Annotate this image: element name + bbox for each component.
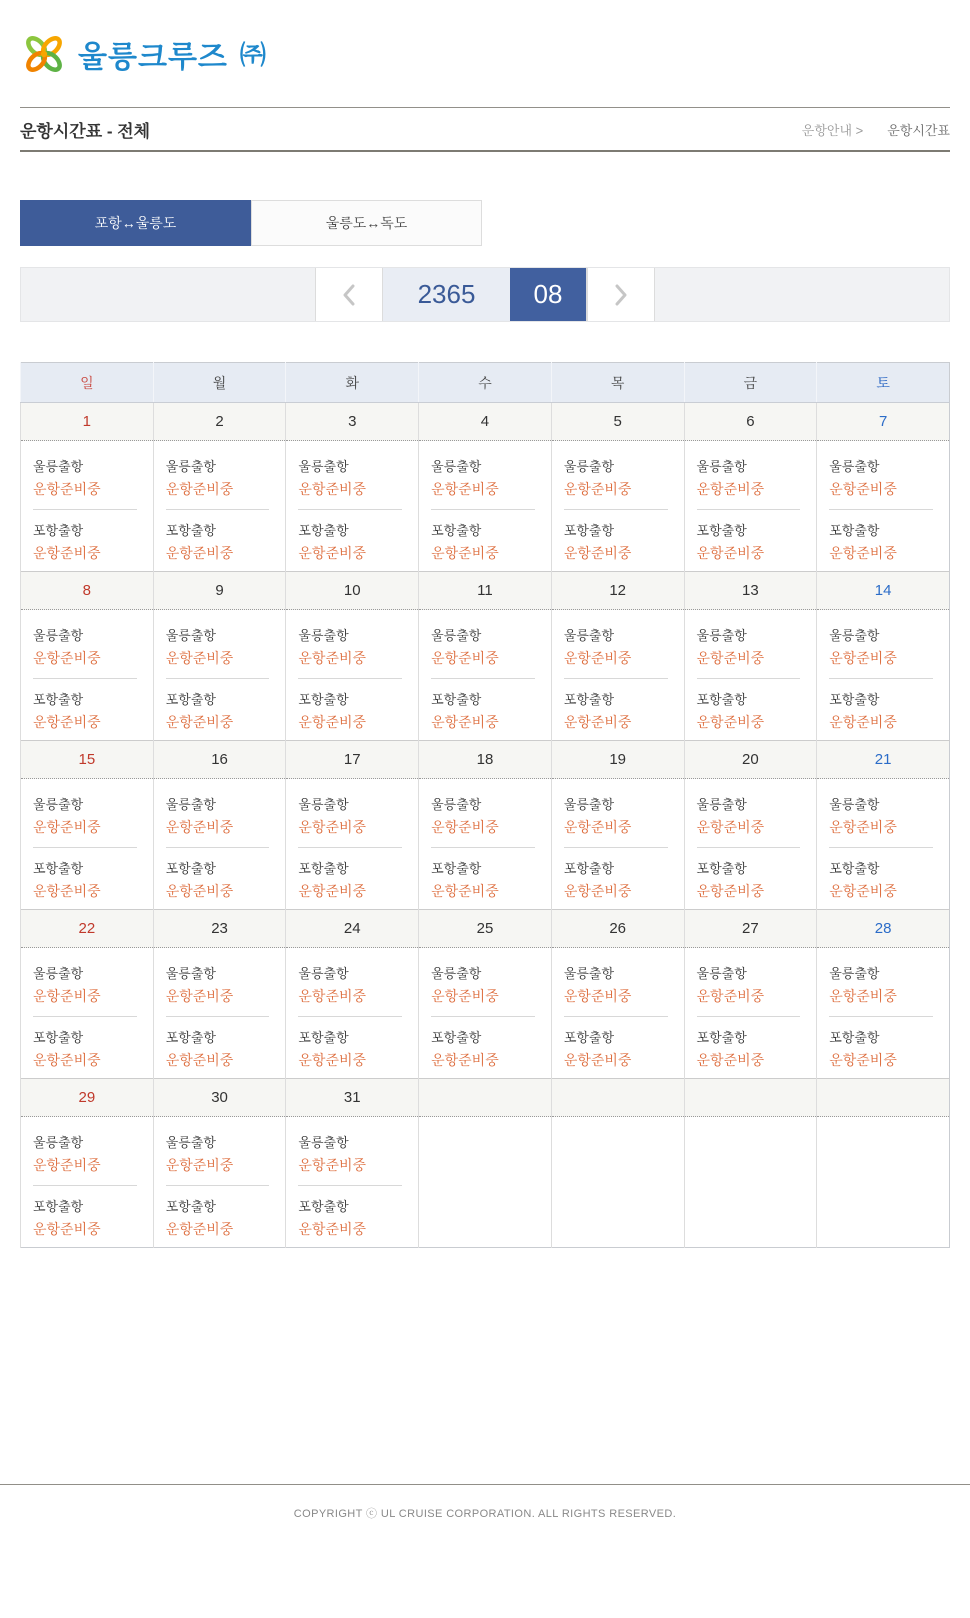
logo-suffix: ㈜ — [239, 40, 266, 70]
departure-status: 운항준비중 — [829, 714, 897, 730]
entry-divider — [829, 847, 933, 848]
day-cell — [817, 610, 950, 741]
departure-label: 포항출항 — [696, 861, 747, 876]
day-cell — [21, 1117, 154, 1248]
logo[interactable] — [20, 30, 266, 78]
day-number: 27 — [684, 910, 817, 948]
departure-label: 울릉출항 — [431, 966, 482, 981]
day-cell — [21, 441, 154, 572]
departure-status: 운항준비중 — [696, 988, 765, 1004]
title-bar — [20, 107, 950, 152]
day-number: 12 — [551, 572, 684, 610]
breadcrumb — [802, 120, 950, 139]
departure-status: 운항준비중 — [829, 988, 897, 1004]
departure-status: 운항준비중 — [165, 819, 234, 835]
departure-status: 운항준비중 — [431, 1052, 499, 1068]
schedule-calendar — [20, 362, 950, 1248]
breadcrumb-current[interactable]: 운항시간표 — [887, 122, 950, 138]
departure-status: 운항준비중 — [431, 883, 499, 899]
departure-label: 포항출항 — [165, 1030, 216, 1045]
departure-status: 운항준비중 — [298, 545, 367, 561]
departure-label: 울릉출항 — [298, 459, 349, 474]
departure-status: 운항준비중 — [33, 650, 101, 666]
day-number: 23 — [153, 910, 286, 948]
departure-status: 운항준비중 — [165, 714, 234, 730]
departure-label: 울릉출항 — [165, 459, 216, 474]
entry-divider — [431, 509, 535, 510]
departure-status: 운항준비중 — [563, 545, 632, 561]
entry-divider — [298, 678, 402, 679]
departure-label: 울릉출항 — [431, 797, 482, 812]
departure-status: 운항준비중 — [431, 481, 499, 497]
day-cell — [286, 1117, 419, 1248]
day-cell — [419, 1117, 552, 1248]
departure-label: 울릉출항 — [829, 797, 880, 812]
departure-status: 운항준비중 — [33, 1157, 101, 1173]
departure-label: 울릉출항 — [431, 628, 482, 643]
departure-label: 울릉출항 — [33, 459, 84, 474]
day-number: 14 — [817, 572, 950, 610]
departure-label: 포항출항 — [298, 861, 349, 876]
day-cell — [419, 948, 552, 1079]
calendar-weekday-row — [21, 363, 950, 403]
departure-label: 포항출항 — [696, 523, 747, 538]
departure-label: 포항출항 — [829, 692, 880, 707]
site-header — [20, 0, 950, 107]
departure-status: 운항준비중 — [563, 1052, 632, 1068]
entry-divider — [166, 509, 270, 510]
day-number: 10 — [286, 572, 419, 610]
departure-label: 울릉출항 — [696, 797, 747, 812]
departure-label: 울릉출항 — [165, 1135, 216, 1150]
entry-divider — [431, 678, 535, 679]
day-cell — [684, 948, 817, 1079]
chevron-right-icon — [614, 284, 628, 306]
departure-status: 운항준비중 — [33, 545, 101, 561]
day-cell — [21, 610, 154, 741]
departure-label: 울릉출항 — [298, 628, 349, 643]
day-number: 18 — [419, 741, 552, 779]
departure-status: 운항준비중 — [165, 545, 234, 561]
weekday-header-1: 월 — [153, 363, 286, 403]
departure-status: 운항준비중 — [431, 819, 499, 835]
day-cell — [817, 948, 950, 1079]
departure-status: 운항준비중 — [165, 883, 234, 899]
day-number: 15 — [21, 741, 154, 779]
day-cell — [286, 610, 419, 741]
day-number: 26 — [551, 910, 684, 948]
departure-label: 포항출항 — [298, 692, 349, 707]
entry-divider — [431, 847, 535, 848]
day-cell — [21, 779, 154, 910]
day-cell — [419, 441, 552, 572]
chevron-left-icon — [342, 284, 356, 306]
departure-label: 포항출항 — [33, 1030, 84, 1045]
departure-status: 운항준비중 — [431, 545, 499, 561]
departure-label: 울릉출항 — [829, 966, 880, 981]
entry-divider — [697, 1016, 801, 1017]
departure-label: 울릉출항 — [33, 628, 84, 643]
departure-status: 운항준비중 — [563, 481, 632, 497]
departure-status: 운항준비중 — [696, 819, 765, 835]
day-cell — [153, 779, 286, 910]
departure-label: 울릉출항 — [696, 966, 747, 981]
departure-status: 운항준비중 — [33, 1221, 101, 1237]
departure-label: 포항출항 — [298, 523, 349, 538]
departure-status: 운항준비중 — [563, 650, 632, 666]
departure-status: 운항준비중 — [298, 650, 367, 666]
departure-label: 포항출항 — [33, 1199, 84, 1214]
departure-status: 운항준비중 — [33, 1052, 101, 1068]
day-cell — [153, 948, 286, 1079]
prev-month-button[interactable] — [315, 268, 383, 321]
departure-label: 포항출항 — [563, 1030, 615, 1045]
departure-label: 포항출항 — [563, 692, 615, 707]
departure-label: 울릉출항 — [563, 459, 615, 474]
day-number: 24 — [286, 910, 419, 948]
route-tabs — [20, 200, 950, 246]
departure-label: 울릉출항 — [829, 459, 880, 474]
departure-status: 운항준비중 — [696, 883, 765, 899]
departure-status: 운항준비중 — [298, 1221, 367, 1237]
departure-label: 울릉출항 — [33, 1135, 84, 1150]
departure-status: 운항준비중 — [696, 545, 765, 561]
day-number: 22 — [21, 910, 154, 948]
year-display[interactable]: 2365 — [383, 268, 510, 321]
breadcrumb-parent[interactable]: 운항안내 > — [801, 122, 864, 138]
day-number: 13 — [684, 572, 817, 610]
day-cell — [551, 610, 684, 741]
weekday-header-0: 일 — [21, 363, 154, 403]
day-cell — [153, 441, 286, 572]
departure-label: 울릉출항 — [165, 797, 216, 812]
entry-divider — [829, 1016, 933, 1017]
departure-status: 운항준비중 — [33, 481, 101, 497]
entry-divider — [33, 678, 137, 679]
day-number — [684, 1079, 817, 1117]
day-number: 3 — [286, 403, 419, 441]
departure-status: 운항준비중 — [33, 714, 101, 730]
departure-label: 포항출항 — [165, 861, 216, 876]
departure-label: 울릉출항 — [298, 1135, 349, 1150]
entry-divider — [33, 1016, 137, 1017]
day-cell — [153, 1117, 286, 1248]
departure-status: 운항준비중 — [563, 883, 632, 899]
entry-divider — [829, 509, 933, 510]
departure-label: 울릉출항 — [696, 628, 747, 643]
day-cell — [551, 1117, 684, 1248]
departure-label: 울릉출항 — [298, 797, 349, 812]
day-cell — [419, 610, 552, 741]
month-display: 08 — [510, 268, 587, 321]
departure-status: 운항준비중 — [829, 481, 897, 497]
entry-divider — [564, 847, 668, 848]
entry-divider — [33, 1185, 137, 1186]
departure-label: 포항출항 — [829, 861, 880, 876]
day-number: 2 — [153, 403, 286, 441]
entry-divider — [829, 678, 933, 679]
day-number: 8 — [21, 572, 154, 610]
calendar-wrap — [20, 362, 950, 1248]
day-number — [551, 1079, 684, 1117]
day-number: 9 — [153, 572, 286, 610]
entry-divider — [166, 847, 270, 848]
departure-label: 포항출항 — [696, 692, 747, 707]
departure-label: 포항출항 — [563, 861, 615, 876]
departure-status: 운항준비중 — [696, 1052, 765, 1068]
departure-label: 포항출항 — [431, 523, 482, 538]
departure-label: 포항출항 — [298, 1199, 349, 1214]
departure-status: 운항준비중 — [298, 883, 367, 899]
entry-divider — [33, 847, 137, 848]
departure-label: 울릉출항 — [431, 459, 482, 474]
day-cell — [817, 779, 950, 910]
departure-status: 운항준비중 — [563, 819, 632, 835]
departure-label: 포항출항 — [165, 523, 216, 538]
departure-status: 운항준비중 — [563, 714, 632, 730]
departure-label: 울릉출항 — [33, 797, 84, 812]
day-cell — [684, 1117, 817, 1248]
day-cell — [684, 779, 817, 910]
day-number: 20 — [684, 741, 817, 779]
departure-label: 울릉출항 — [33, 966, 84, 981]
departure-label: 울릉출항 — [563, 797, 615, 812]
departure-status: 운항준비중 — [165, 1052, 234, 1068]
departure-label: 포항출항 — [33, 692, 84, 707]
departure-status: 운항준비중 — [298, 988, 367, 1004]
departure-label: 울릉출항 — [165, 628, 216, 643]
departure-label: 포항출항 — [829, 1030, 880, 1045]
weekday-header-2: 화 — [286, 363, 419, 403]
entry-divider — [166, 678, 270, 679]
departure-status: 운항준비중 — [165, 481, 234, 497]
day-number: 1 — [21, 403, 154, 441]
departure-status: 운항준비중 — [829, 545, 897, 561]
day-number: 29 — [21, 1079, 154, 1117]
tab-ulleungdo-dokdo[interactable]: 울릉도↔독도 — [251, 200, 482, 246]
entry-divider — [697, 509, 801, 510]
day-cell — [684, 610, 817, 741]
departure-status: 운항준비중 — [298, 481, 367, 497]
entry-divider — [564, 509, 668, 510]
entry-divider — [564, 678, 668, 679]
day-number: 17 — [286, 741, 419, 779]
day-number: 21 — [817, 741, 950, 779]
departure-label: 포항출항 — [298, 1030, 349, 1045]
departure-status: 운항준비중 — [298, 1157, 367, 1173]
departure-label: 포항출항 — [431, 1030, 482, 1045]
day-cell — [286, 441, 419, 572]
day-cell — [153, 610, 286, 741]
day-cell — [551, 441, 684, 572]
entry-divider — [33, 509, 137, 510]
day-number: 30 — [153, 1079, 286, 1117]
day-cell — [684, 441, 817, 572]
departure-label: 울릉출항 — [829, 628, 880, 643]
departure-status: 운항준비중 — [298, 1052, 367, 1068]
day-cell — [286, 779, 419, 910]
departure-status: 운항준비중 — [431, 714, 499, 730]
entry-divider — [166, 1185, 270, 1186]
day-cell — [551, 948, 684, 1079]
departure-status: 운항준비중 — [696, 650, 765, 666]
departure-status: 운항준비중 — [696, 481, 765, 497]
departure-status: 운항준비중 — [696, 714, 765, 730]
logo-text: 울릉크루즈 — [78, 40, 228, 74]
departure-label: 포항출항 — [165, 1199, 216, 1214]
departure-label: 울릉출항 — [696, 459, 747, 474]
weekday-header-4: 목 — [551, 363, 684, 403]
departure-label: 포항출항 — [33, 523, 84, 538]
departure-status: 운항준비중 — [829, 650, 897, 666]
day-number: 7 — [817, 403, 950, 441]
next-month-button[interactable] — [587, 268, 655, 321]
departure-label: 울릉출항 — [165, 966, 216, 981]
entry-divider — [298, 1016, 402, 1017]
entry-divider — [166, 1016, 270, 1017]
day-number: 25 — [419, 910, 552, 948]
departure-label: 포항출항 — [696, 1030, 747, 1045]
day-number: 19 — [551, 741, 684, 779]
day-cell — [419, 779, 552, 910]
departure-status: 운항준비중 — [33, 988, 101, 1004]
weekday-header-3: 수 — [419, 363, 552, 403]
month-navigation — [20, 267, 950, 322]
departure-status: 운항준비중 — [33, 819, 101, 835]
entry-divider — [697, 847, 801, 848]
day-cell — [817, 1117, 950, 1248]
departure-status: 운항준비중 — [165, 650, 234, 666]
departure-status: 운항준비중 — [165, 988, 234, 1004]
day-number: 4 — [419, 403, 552, 441]
day-cell — [817, 441, 950, 572]
departure-status: 운항준비중 — [431, 650, 499, 666]
entry-divider — [697, 678, 801, 679]
departure-status: 운항준비중 — [829, 1052, 897, 1068]
day-number: 28 — [817, 910, 950, 948]
departure-label: 울릉출항 — [298, 966, 349, 981]
page-footer — [0, 1484, 970, 1618]
entry-divider — [431, 1016, 535, 1017]
departure-status: 운항준비중 — [563, 988, 632, 1004]
day-number: 11 — [419, 572, 552, 610]
entry-divider — [564, 1016, 668, 1017]
tab-pohang-ulleungdo[interactable]: 포항↔울릉도 — [20, 200, 251, 246]
entry-divider — [298, 1185, 402, 1186]
departure-label: 울릉출항 — [563, 628, 615, 643]
weekday-header-6: 토 — [817, 363, 950, 403]
day-number — [817, 1079, 950, 1117]
entry-divider — [298, 847, 402, 848]
departure-status: 운항준비중 — [829, 883, 897, 899]
weekday-header-5: 금 — [684, 363, 817, 403]
day-number: 5 — [551, 403, 684, 441]
departure-label: 포항출항 — [33, 861, 84, 876]
day-number — [419, 1079, 552, 1117]
departure-label: 울릉출항 — [563, 966, 615, 981]
departure-label: 포항출항 — [829, 523, 880, 538]
departure-label: 포항출항 — [431, 861, 482, 876]
day-cell — [21, 948, 154, 1079]
departure-status: 운항준비중 — [298, 714, 367, 730]
departure-status: 운항준비중 — [165, 1221, 234, 1237]
departure-status: 운항준비중 — [431, 988, 499, 1004]
day-number: 6 — [684, 403, 817, 441]
day-cell — [286, 948, 419, 1079]
departure-label: 포항출항 — [563, 523, 615, 538]
departure-status: 운항준비중 — [165, 1157, 234, 1173]
day-number: 16 — [153, 741, 286, 779]
entry-divider — [298, 509, 402, 510]
flower-pinwheel-icon — [20, 30, 68, 78]
departure-label: 포항출항 — [431, 692, 482, 707]
departure-status: 운항준비중 — [33, 883, 101, 899]
departure-status: 운항준비중 — [829, 819, 897, 835]
page-title: 운항시간표 - 전체 — [20, 121, 151, 141]
departure-label: 포항출항 — [165, 692, 216, 707]
copyright-text: COPYRIGHT ⓒ UL CRUISE CORPORATION. ALL RIGHTS RESERVED. — [293, 1508, 677, 1520]
day-number: 31 — [286, 1079, 419, 1117]
day-cell — [551, 779, 684, 910]
departure-status: 운항준비중 — [298, 819, 367, 835]
